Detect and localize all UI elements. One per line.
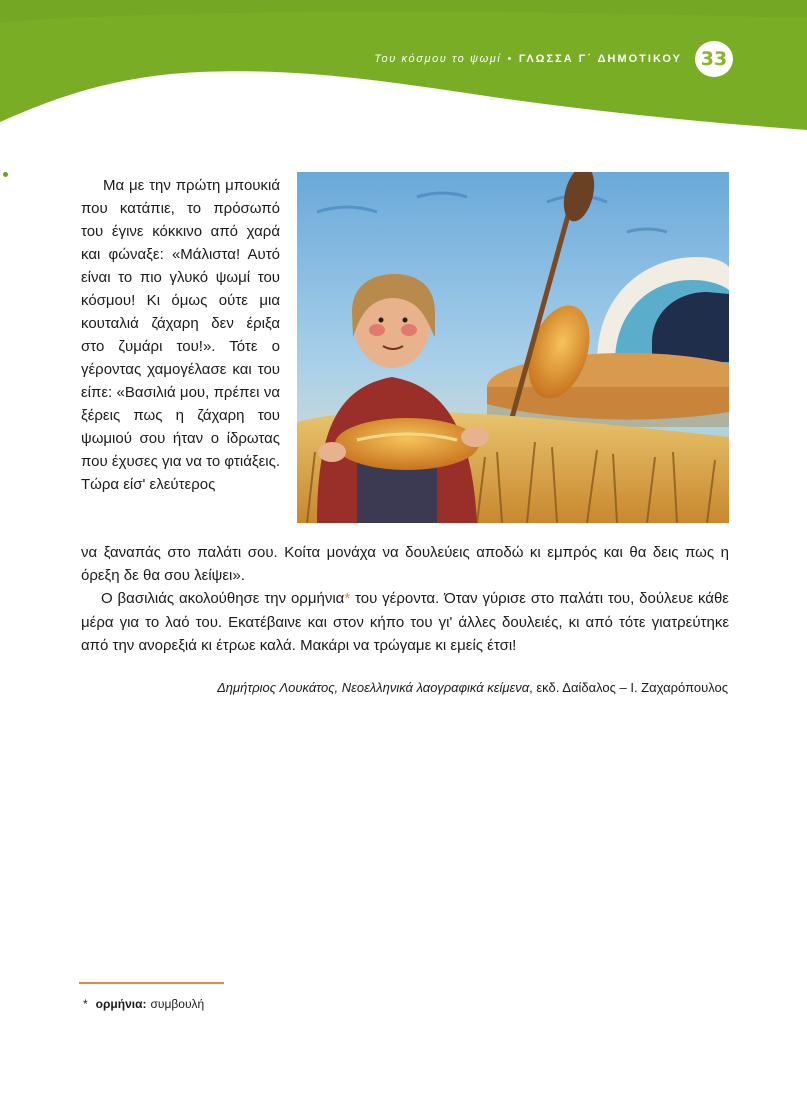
story-paragraph-1: Μα με την πρώτη μπουκιά που κατάπιε, το πρόσωπό του έγινε κόκκινο από χαρά και φώναξε: «Μάλιστα! Αυτό είναι το πιο γλυκό ψωμί του κόσμου! Κι όμως ούτε μια κουταλιά ζάχαρη δεν έριξα στο ζυμάρι του!». Τότε ο γέροντας χαμογέλασε και του είπε: «Βασιλιά μου, πρέπει να ξέρεις πως η ζάχαρη του ψωμιού σου ήταν ο ίδρωτας που έχυσες για να το φτιάξεις. Τώρα είσ' ελεύτερος (81, 177, 280, 493)
page-number: 33 (695, 41, 733, 77)
footnote-term: ορμήνια: (95, 997, 147, 1011)
footnote-marker: * (83, 997, 88, 1011)
margin-dot (3, 172, 8, 177)
running-head-book: ΓΛΩΣΣΑ Γ΄ ΔΗΜΟΤΙΚΟΥ (518, 53, 682, 65)
source-publisher: , εκδ. Δαίδαλος – Ι. Ζαχαρόπουλος (529, 680, 728, 695)
story-continuation: να ξαναπάς στο παλάτι σου. Κοίτα μονάχα να δουλεύεις αποδώ κι εμπρός και θα δεις πως η όρεξη δε θα σου λείψει». (81, 544, 729, 585)
column-text (81, 174, 280, 496)
header-band (0, 0, 807, 150)
footnote-reference: * (344, 590, 351, 608)
story-paragraph-2 (81, 587, 729, 657)
footnote-divider (79, 982, 224, 984)
running-head-topic: Του κόσμου το ψωμί (374, 53, 502, 65)
footnote (83, 997, 204, 1011)
paragraph-2-start: Ο βασιλιάς ακολούθησε την ορμήνια (101, 590, 345, 608)
full-width-text (81, 541, 729, 657)
source-citation (217, 679, 728, 697)
paragraph-2-end: του γέροντα. Όταν γύρισε στο παλάτι του, δούλευε κάθε μέρα για το λαό του. Εκατέβαινε και στον κήπο του γι' άλλες δουλειές, κι από τότε γιατρεύτηκε από την ανορεξιά κι έτρωε καλά. Μακάρι να τρώγαμε κι εμείς έτσι! (81, 590, 729, 654)
running-head-separator: • (507, 53, 513, 65)
running-head (374, 53, 682, 65)
source-author: Δημήτριος Λουκάτος, (217, 680, 339, 695)
baker-with-bread-illustration (297, 172, 729, 523)
source-title: Νεοελληνικά λαογραφικά κείμενα (341, 680, 530, 695)
footnote-definition: συμβουλή (150, 997, 205, 1011)
